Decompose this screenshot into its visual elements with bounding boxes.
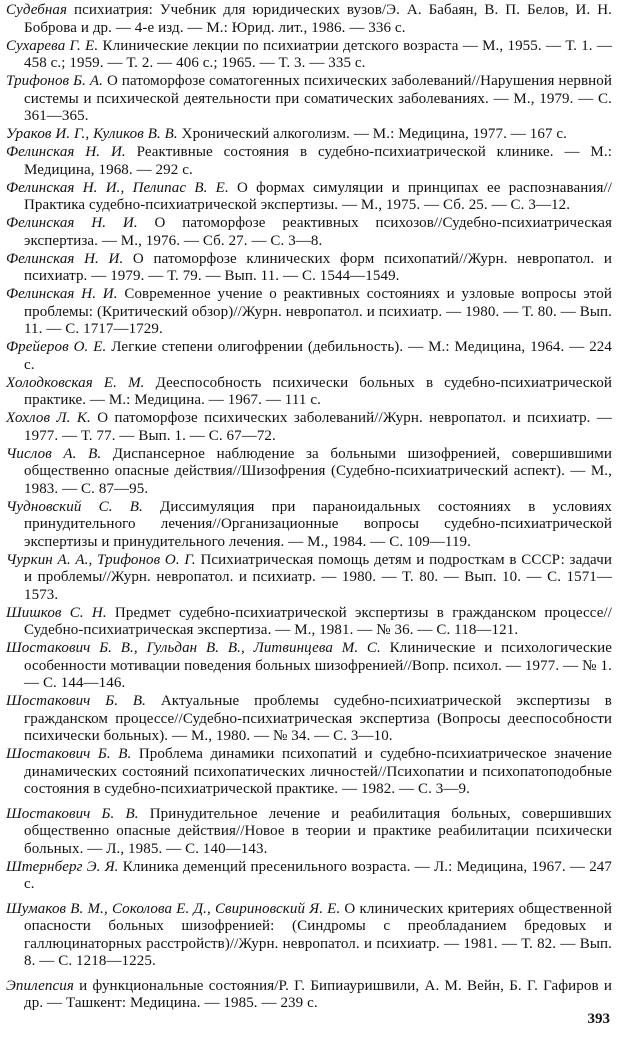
bibliography-entry — [6, 251, 612, 286]
entry-text: О патоморфозе психических заболеваний//Журн. невропатол. и психиатр. — 1977. — Т. 77. — Вып. 1. — С. 67—72. — [24, 410, 612, 444]
entry-author: Фелинская Н. И. — [6, 250, 124, 267]
bibliography-entry — [6, 693, 612, 746]
bibliography-entry — [6, 2, 612, 37]
entry-text: О патоморфозе соматогенных психических заболеваний//Нарушения нервной системы и психической деятельности при соматических заболеваниях. — М., 1979. — С. 361—365. — [24, 73, 612, 124]
entry-author: Шостакович Б. В. — [6, 746, 132, 762]
entry-text: О патоморфозе реактивных психозов//Судебно-психиатрическая экспертиза. — М., 1976. — Сб. 27. — С. 3—8. — [24, 215, 612, 249]
bibliography-entry — [6, 144, 612, 179]
entry-author: Чудновский С. В. — [6, 498, 143, 515]
entry-author: Шостакович Б. В., Гульдан В. В., Литвинцева М. С. — [6, 640, 381, 656]
page-number: 393 — [587, 1011, 610, 1027]
entry-text: и функциональные состояния/Р. Г. Бипиауришвили, А. М. Вейн, Б. Г. Гафиров и др. — Ташкент: Медицина. — 1985. — 239 с. — [24, 977, 612, 1011]
bibliography-entry — [6, 38, 612, 73]
bibliography-entry — [6, 339, 612, 374]
entry-text: Клиника деменций пресенильного возраста. — Л.: Медицина, 1967. — 247 с. — [24, 858, 612, 892]
entry-text: Диспансерное наблюдение за больными шизофренией, совершившими общественно опасные действия//Шизофрения (Судебно-психиатрический аспект). — М., 1983. — С. 87—95. — [24, 445, 612, 497]
entry-author: Чуркин А. А., Трифонов О. Г. — [6, 551, 196, 568]
entry-author: Холодковская Е. М. — [6, 374, 145, 391]
bibliography-entry — [6, 180, 612, 215]
entry-author: Ураков И. Г., Куликов В. В. — [6, 126, 178, 142]
bibliography-entry — [6, 446, 612, 499]
entry-text: Психиатрическая помощь детям и подросткам в СССР: задачи и проблемы//Журн. невропатол. и психиатр. — 1980. — Т. 80. — Вып. 10. — С. 1571—1573. — [24, 551, 612, 603]
bibliography-entry — [6, 286, 612, 339]
entry-author: Фелинская Н. И., Пелипас В. Е. — [6, 179, 229, 196]
bibliography-entry — [6, 410, 612, 445]
entry-text: О формах симуляции и принципах ее распознавания//Практика судебно-психиатрической экспертизы. — М., 1975. — Сб. 25. — С. 3—12. — [24, 179, 612, 213]
entry-author: Фелинская Н. И. — [6, 144, 126, 160]
entry-text: Клинические и психологические особенности мотивации поведения больных шизофренией//Вопр. психол. — 1977. — № 1. — С. 144—146. — [24, 640, 612, 691]
bibliography-entry — [6, 978, 612, 1013]
entry-author: Штернберг Э. Я. — [6, 858, 119, 875]
bibliography-entry — [6, 375, 612, 410]
entry-text: Легкие степени олигофрении (дебильность). — М.: Медицина, 1964. — 224 с. — [24, 339, 612, 373]
bibliography-entry — [6, 746, 612, 799]
bibliography-entry — [6, 73, 612, 126]
entry-text: О патоморфозе клинических форм психопатий//Журн. невропатол. и психиатр. — 1979. — Т. 79. — Вып. 11. — С. 1544—1549. — [24, 250, 612, 284]
entry-text: психиатрия: Учебник для юридических вузов/Э. А. Бабаян, В. П. Белов, И. Н. Боброва и др. — 4-е изд. — М.: Юрид. лит., 1986. — 336 с. — [24, 2, 612, 36]
entry-author: Хохлов Л. К. — [6, 410, 91, 426]
entry-text: Диссимуляция при параноидальных состояниях в условиях принудительного лечения//Организационные вопросы судебно-психиатрической экспертизы и принудительного лечения. — М., 1984. — С. 109—119. — [24, 498, 612, 550]
bibliography-entry — [6, 215, 612, 250]
bibliography-entry — [6, 552, 612, 605]
entry-text: О клинических критериях общественной опасности больных шизофренией: (Синдромы с преобладанием бредовых и галлюцинаторных расстройств)//Журн. невропатол. и психиатр. — 1981. — Т. 82. — Вып. 8. — С. 1218—1225. — [24, 900, 612, 969]
entry-author: Шишков С. Н. — [6, 604, 107, 621]
bibliography-entry — [6, 640, 612, 693]
entry-author: Трифонов Б. А. — [6, 73, 104, 89]
entry-author: Судебная — [6, 2, 68, 18]
bibliography-entry — [6, 499, 612, 552]
entry-author: Фелинская Н. И. — [6, 286, 118, 302]
entry-author: Эпилепсия — [6, 977, 74, 994]
entry-text: Хронический алкоголизм. — М.: Медицина, 1977. — 167 с. — [177, 126, 568, 142]
entry-author: Шостакович Б. В. — [6, 805, 139, 822]
entry-text: Современное учение о реактивных состояниях и узловые вопросы этой проблемы: (Критический обзор)//Журн. невропатол. и психиатр. — 1980. — Т. 80. — Вып. 11. — С. 1717—1729. — [24, 286, 612, 337]
bibliography-entry — [6, 605, 612, 640]
entry-text: Клинические лекции по психиатрии детского возраста — М., 1955. — Т. 1. — 458 с.; 1959. — Т. 2. — 406 с.; 1965. — Т. 3. — 335 с. — [24, 37, 612, 71]
bibliography-entry — [6, 859, 612, 894]
entry-text: Принудительное лечение и реабилитация больных, совершивших общественно опасные действия//Новое в теории и практике реабилитации психически больных. — Л., 1985. — С. 140—143. — [24, 805, 612, 857]
entry-text: Актуальные проблемы судебно-психиатрической экспертизы в гражданском процессе//Судебно-психиатрическая экспертиза (Вопросы дееспособности психически больных). — М., 1980. — № 34. — С. 3—10. — [24, 693, 612, 744]
entry-text: Проблема динамики психопатий и судебно-психиатрическое значение динамических состояний психопатических личностей//Психопатии и психопатоподобные состояния в судебно-психиатрической практике. — 1982. — С. 3—9. — [24, 746, 612, 797]
bibliography-entry — [6, 806, 612, 859]
entry-author: Фелинская Н. И. — [6, 215, 138, 231]
entry-author: Шостакович Б. В. — [6, 693, 146, 709]
entry-author: Шумаков В. М., Соколова Е. Д., Свириновский Я. Е. — [6, 900, 341, 917]
bibliography-entry — [6, 126, 612, 144]
entry-author: Числов А. В. — [6, 445, 102, 462]
entry-text: Дееспособность психически больных в судебно-психиатрической практике. — М.: Медицина. — 1967. — 111 с. — [24, 374, 613, 408]
entry-author: Сухарева Г. Е. — [6, 37, 99, 54]
entry-text: Предмет судебно-психиатрической экспертизы в гражданском процессе//Судебно-психиатрическая экспертиза. — М., 1981. — № 36. — С. 118—121. — [24, 604, 612, 638]
entry-author: Фрейеров О. Е. — [6, 339, 107, 355]
entry-text: Реактивные состояния в судебно-психиатрической клинике. — М.: Медицина, 1968. — 292 с. — [24, 144, 612, 178]
bibliography-entry — [6, 901, 612, 971]
